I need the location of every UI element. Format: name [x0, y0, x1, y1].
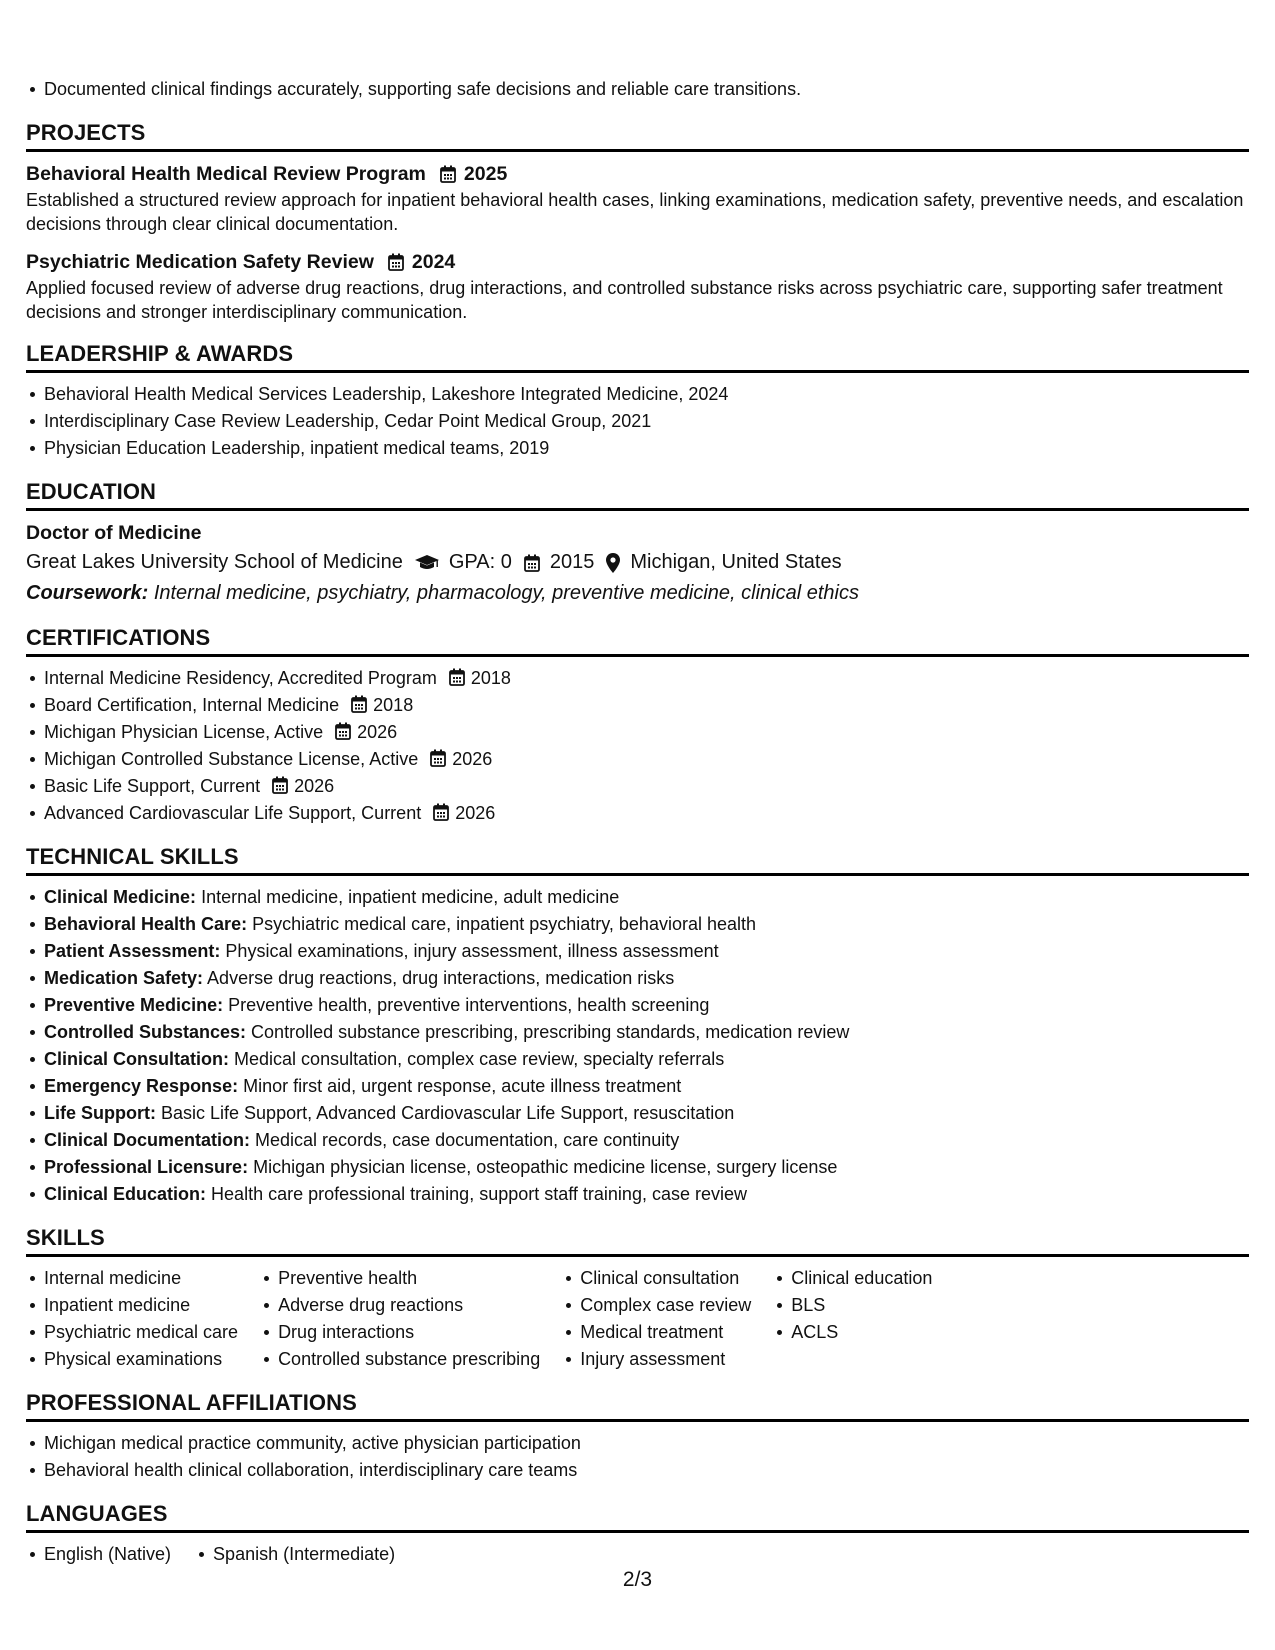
skill-category: Preventive Medicine: — [44, 995, 224, 1015]
project-description: Established a structured review approach for inpatient behavioral health cases, linking examinations, medication safety, preventive needs, and escalation decisions through clear clinical documentation. — [26, 190, 1244, 234]
skill-item: ACLS — [773, 1319, 932, 1346]
graduation-year: 2015 — [549, 551, 595, 573]
section-title-languages: LANGUAGES — [26, 1500, 1249, 1533]
technical-skills-list — [26, 884, 1249, 1208]
technical-skills-section — [26, 843, 1249, 1208]
skill-details: Basic Life Support, Advanced Cardiovascular Life Support, resuscitation — [161, 1103, 735, 1123]
list-item: Documented clinical findings accurately, supporting safe decisions and reliable care transitions. — [26, 76, 1249, 103]
skill-details: Physical examinations, injury assessment, illness assessment — [225, 941, 719, 961]
leadership-list — [26, 381, 1249, 462]
skill-item: BLS — [773, 1292, 932, 1319]
skill-details: Michigan physician license, osteopathic medicine license, surgery license — [253, 1157, 838, 1177]
skill-category: Controlled Substances: — [44, 1022, 247, 1042]
list-item: Interdisciplinary Case Review Leadership, Cedar Point Medical Group, 2021 — [26, 408, 1249, 435]
list-item: Spanish (Intermediate) — [195, 1541, 395, 1568]
section-title-certifications: CERTIFICATIONS — [26, 624, 1249, 657]
projects-section — [26, 119, 1249, 324]
skill-details: Controlled substance prescribing, prescribing standards, medication review — [251, 1022, 850, 1042]
skill-category: Clinical Medicine: — [44, 887, 197, 907]
skill-category: Life Support: — [44, 1103, 156, 1123]
project-name: Behavioral Health Medical Review Program — [26, 163, 426, 185]
calendar-icon — [388, 253, 404, 271]
location: Michigan, United States — [630, 551, 842, 573]
languages-list — [26, 1541, 1249, 1568]
certification-name: Michigan Physician License, Active — [44, 722, 324, 742]
certification-item — [26, 719, 1249, 746]
skills-columns — [26, 1265, 1249, 1373]
calendar-icon — [335, 721, 351, 739]
skills-column — [260, 1265, 540, 1373]
skills-column — [26, 1265, 238, 1373]
certifications-list — [26, 665, 1249, 827]
skill-item: Complex case review — [562, 1292, 751, 1319]
certification-item — [26, 665, 1249, 692]
skill-category: Emergency Response: — [44, 1076, 239, 1096]
technical-skill-item — [26, 992, 1249, 1019]
affiliations-list — [26, 1430, 1249, 1484]
certification-year: 2026 — [294, 776, 335, 796]
certification-year: 2018 — [373, 695, 414, 715]
technical-skill-item — [26, 1154, 1249, 1181]
project-name: Psychiatric Medication Safety Review — [26, 251, 374, 273]
skill-details: Health care professional training, support staff training, case review — [211, 1184, 747, 1204]
certification-name: Board Certification, Internal Medicine — [44, 695, 340, 715]
section-title-leadership: LEADERSHIP & AWARDS — [26, 340, 1249, 373]
certification-name: Michigan Controlled Substance License, Active — [44, 749, 419, 769]
certification-name: Basic Life Support, Current — [44, 776, 261, 796]
technical-skill-item — [26, 938, 1249, 965]
list-item: Behavioral Health Medical Services Leadership, Lakeshore Integrated Medicine, 2024 — [26, 381, 1249, 408]
affiliations-section — [26, 1389, 1249, 1484]
skill-category: Clinical Documentation: — [44, 1130, 251, 1150]
technical-skill-item — [26, 884, 1249, 911]
technical-skill-item — [26, 1127, 1249, 1154]
calendar-icon — [272, 775, 288, 793]
skill-category: Clinical Consultation: — [44, 1049, 230, 1069]
skill-details: Internal medicine, inpatient medicine, adult medicine — [201, 887, 620, 907]
skill-item: Inpatient medicine — [26, 1292, 238, 1319]
skill-category: Clinical Education: — [44, 1184, 207, 1204]
resume-content — [26, 76, 1249, 1568]
calendar-icon — [524, 554, 540, 572]
skill-item: Controlled substance prescribing — [260, 1346, 540, 1373]
map-pin-icon — [606, 553, 620, 573]
project-year: 2025 — [463, 163, 508, 185]
section-title-projects: PROJECTS — [26, 119, 1249, 152]
gpa: GPA: 0 — [448, 551, 512, 573]
degree-title: Doctor of Medicine — [26, 522, 202, 544]
certification-name: Internal Medicine Residency, Accredited Program — [44, 668, 437, 688]
calendar-icon — [433, 802, 449, 820]
education-section — [26, 478, 1249, 608]
technical-skill-item — [26, 1019, 1249, 1046]
section-title-education: EDUCATION — [26, 478, 1249, 511]
skill-item: Medical treatment — [562, 1319, 751, 1346]
calendar-icon — [430, 748, 446, 766]
skill-item: Psychiatric medical care — [26, 1319, 238, 1346]
coursework-text: Internal medicine, psychiatry, pharmacology, preventive medicine, clinical ethics — [153, 582, 859, 604]
skill-details: Medical records, case documentation, care continuity — [255, 1130, 680, 1150]
project-description: Applied focused review of adverse drug reactions, drug interactions, and controlled substance risks across psychiatric care, supporting safer treatment decisions and stronger interdisciplinary communication. — [26, 278, 1223, 322]
skill-details: Medical consultation, complex case review, specialty referrals — [234, 1049, 725, 1069]
skill-item: Drug interactions — [260, 1319, 540, 1346]
certification-item — [26, 746, 1249, 773]
school-name: Great Lakes University School of Medicine — [26, 551, 403, 573]
skill-details: Minor first aid, urgent response, acute illness treatment — [243, 1076, 682, 1096]
skills-column — [562, 1265, 751, 1373]
experience-continued-list — [26, 76, 1249, 103]
skill-item: Injury assessment — [562, 1346, 751, 1373]
list-item: Michigan medical practice community, active physician participation — [26, 1430, 1249, 1457]
coursework-label: Coursework: — [26, 582, 149, 604]
list-item: Physician Education Leadership, inpatient medical teams, 2019 — [26, 435, 1249, 462]
certification-name: Advanced Cardiovascular Life Support, Current — [44, 803, 422, 823]
section-title-affiliations: PROFESSIONAL AFFILIATIONS — [26, 1389, 1249, 1422]
skill-item: Clinical consultation — [562, 1265, 751, 1292]
skill-category: Behavioral Health Care: — [44, 914, 248, 934]
languages-section — [26, 1500, 1249, 1568]
technical-skill-item — [26, 1073, 1249, 1100]
leadership-section — [26, 340, 1249, 462]
skill-details: Psychiatric medical care, inpatient psychiatry, behavioral health — [252, 914, 757, 934]
project-title — [26, 248, 1249, 276]
certification-year: 2026 — [455, 803, 496, 823]
skill-category: Medication Safety: — [44, 968, 204, 988]
certifications-section — [26, 624, 1249, 827]
technical-skill-item — [26, 1046, 1249, 1073]
certification-item — [26, 692, 1249, 719]
certification-item — [26, 773, 1249, 800]
technical-skill-item — [26, 1100, 1249, 1127]
calendar-icon — [351, 694, 367, 712]
skill-item: Clinical education — [773, 1265, 932, 1292]
project-title — [26, 160, 1249, 188]
skill-item: Adverse drug reactions — [260, 1292, 540, 1319]
skill-category: Patient Assessment: — [44, 941, 221, 961]
coursework — [26, 578, 1249, 608]
technical-skill-item — [26, 911, 1249, 938]
certification-year: 2026 — [452, 749, 493, 769]
list-item: English (Native) — [26, 1541, 171, 1568]
skill-item: Internal medicine — [26, 1265, 238, 1292]
section-title-skills: SKILLS — [26, 1224, 1249, 1257]
calendar-icon — [440, 165, 456, 183]
graduation-cap-icon — [415, 554, 439, 572]
skill-details: Adverse drug reactions, drug interactions, medication risks — [207, 968, 675, 988]
skill-category: Professional Licensure: — [44, 1157, 249, 1177]
education-meta — [26, 547, 1249, 578]
technical-skill-item — [26, 1181, 1249, 1208]
certification-year: 2026 — [357, 722, 398, 742]
certification-year: 2018 — [470, 668, 511, 688]
technical-skill-item — [26, 965, 1249, 992]
skill-item: Physical examinations — [26, 1346, 238, 1373]
skill-item: Preventive health — [260, 1265, 540, 1292]
section-title-technical-skills: TECHNICAL SKILLS — [26, 843, 1249, 876]
skills-column — [773, 1265, 932, 1373]
project-year: 2024 — [411, 251, 456, 273]
skill-details: Preventive health, preventive interventions, health screening — [228, 995, 710, 1015]
skills-section — [26, 1224, 1249, 1373]
certification-item — [26, 800, 1249, 827]
list-item: Behavioral health clinical collaboration, interdisciplinary care teams — [26, 1457, 1249, 1484]
calendar-icon — [449, 667, 465, 685]
page-number: 2/3 — [622, 1568, 653, 1591]
